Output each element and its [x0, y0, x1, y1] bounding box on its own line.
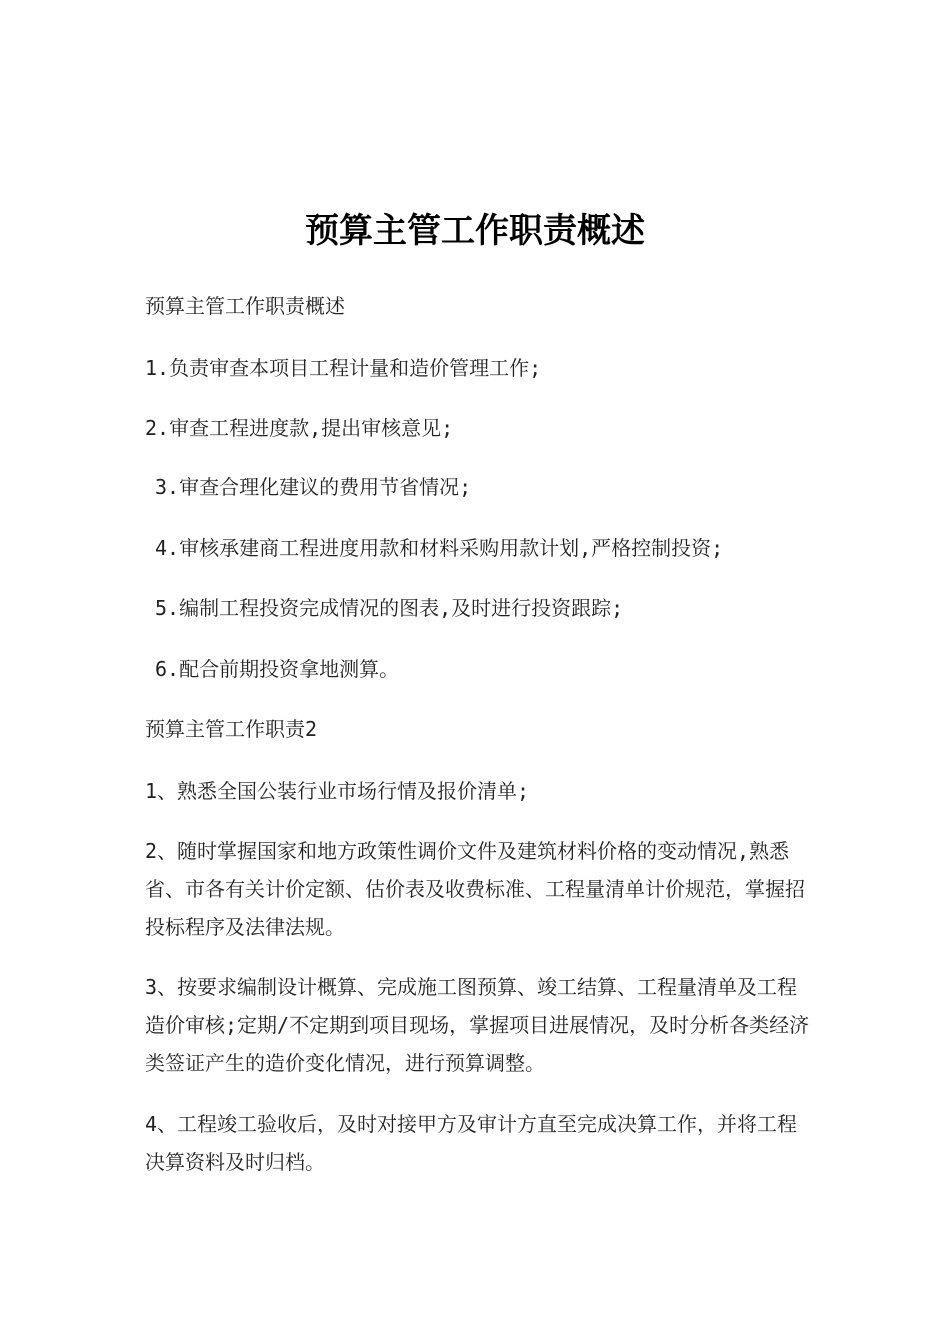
- paragraph-section-2-heading: 预算主管工作职责2: [145, 717, 318, 741]
- paragraph-duty-2: 2、随时掌握国家和地方政策性调价文件及建筑材料价格的变动情况,熟悉省、市各有关计价定额、估价表及收费标准、工程量清单计价规范，掌握招投标程序及法律法规。: [145, 839, 805, 939]
- paragraph-item-1: 1.负责审查本项目工程计量和造价管理工作;: [145, 356, 542, 380]
- paragraph-item-2: 2.审查工程进度款,提出审核意见;: [145, 416, 454, 440]
- paragraph-duty-4: 4、工程竣工验收后，及时对接甲方及审计方直至完成决算工作，并将工程决算资料及时归档。: [145, 1112, 798, 1174]
- document-title: 预算主管工作职责概述: [305, 211, 645, 251]
- paragraph-item-3: 3.审查合理化建议的费用节省情况;: [155, 475, 472, 499]
- paragraph-item-4: 4.审核承建商工程进度用款和材料采购用款计划,严格控制投资;: [155, 536, 724, 560]
- paragraph-item-6: 6.配合前期投资拿地测算。: [155, 657, 400, 681]
- paragraph-subtitle: 预算主管工作职责概述: [145, 294, 345, 318]
- paragraph-duty-1: 1、熟悉全国公装行业市场行情及报价清单;: [145, 779, 530, 803]
- paragraph-item-5: 5.编制工程投资完成情况的图表,及时进行投资跟踪;: [155, 596, 624, 620]
- paragraph-duty-3: 3、按要求编制设计概算、完成施工图预算、竣工结算、工程量清单及工程造价审核;定期/不定期到项目现场，掌握项目进展情况，及时分析各类经济类签证产生的造价变化情况，进行预算调整。: [145, 975, 810, 1075]
